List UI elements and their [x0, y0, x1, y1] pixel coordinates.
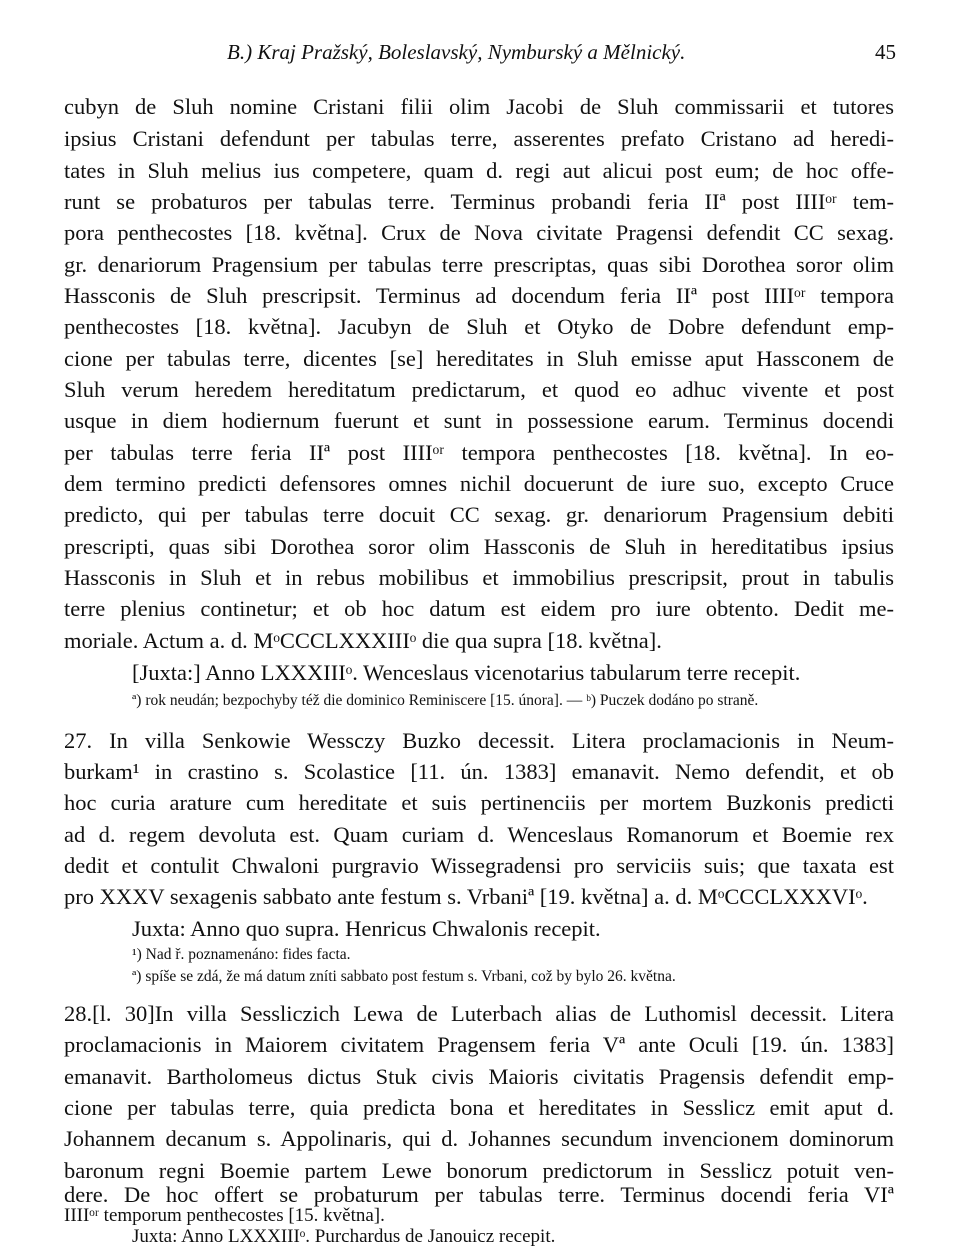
text-line: ad d. regem devoluta est. Quam curiam d. Wenceslaus Romanorum et Boemie rex [64, 822, 894, 847]
footnote: ª) rok neudán; bezpochyby též die dominico Reminiscere [15. února]. — ᵇ) Puczek dodáno po straně. [132, 692, 759, 709]
text-line: cione per tabulas terre, quia predicta bona et hereditates in Sesslicz emit aput d. [64, 1095, 894, 1120]
text-line: dere. De hoc offert se probaturum per tabulas terre. Terminus docendi feria VIª [64, 1182, 894, 1207]
text-line: per tabulas terre feria IIª post IIIIᵒʳ tempora penthecostes [18. května]. In eo- [64, 440, 894, 465]
juxta-line: Juxta: Anno quo supra. Henricus Chwalonis recepit. [132, 916, 601, 941]
page-header [64, 40, 896, 70]
text-line: predicto, qui per tabulas terre docuit CC sexag. gr. denariorum Pragensium debiti [64, 502, 894, 527]
text-line: pora penthecostes [18. května]. Crux de Nova civitate Pragensi defendit CC sexag. [64, 220, 894, 245]
text-line: runt se probaturos per tabulas terre. Terminus probandi feria IIª post IIIIᵒʳ tem- [64, 189, 894, 214]
running-title: B.) Kraj Pražský, Boleslavský, Nymburský a Mělnický. [227, 40, 686, 64]
text-line: penthecostes [18. května]. Jacubyn de Sluh et Otyko de Dobre defendunt emp- [64, 314, 894, 339]
text-line: cubyn de Sluh nomine Cristani filii olim Jacobi de Sluh commissarii et tutores [64, 94, 894, 119]
text-line: burkam¹ in crastino s. Scolastice [11. ún. 1383] emanavit. Nemo defendit, et ob [64, 759, 894, 784]
text-line: moriale. Actum a. d. MᵒCCCLXXXIIIᵒ die qua supra [18. května]. [64, 628, 662, 653]
text-line: ipsius Cristani defendunt per tabulas terre, asserentes prefato Cristano ad heredi- [64, 126, 894, 151]
text-line: dem termino predicti defensores omnes nichil docuerunt de iure suo, excepto Cruce [64, 471, 894, 496]
footnote: ª) spíše se zdá, že má datum zníti sabbato post festum s. Vrbani, což by bylo 26. května. [132, 968, 676, 985]
juxta-line: Juxta: Anno LXXXIIIᵒ. Purchardus de Janouicz recepit. [132, 1226, 556, 1247]
text-line: 28.[l. 30]In villa Sessliczich Lewa de Luterbach alias de Luthomisl decessit. Litera [64, 1001, 894, 1026]
text-line: Sluh verum heredem hereditatum predictarum, et quod eo adhuc vivente et post [64, 377, 894, 402]
text-line: proclamacionis in Maiorem civitatem Pragensem feria Vª ante Oculi [19. ún. 1383] [64, 1032, 894, 1057]
text-line: tates in Sluh melius ius competere, quam d. regi aut alicui post eum; de hoc offe- [64, 158, 894, 183]
page-number: 45 [875, 40, 896, 64]
text-line: gr. denariorum Pragensium per tabulas terre prescriptas, quas sibi Dorothea soror olim [64, 252, 894, 277]
text-line: dedit et contulit Chwaloni purgravio Wissegradensi pro serviciis suis; que taxata est [64, 853, 894, 878]
text-line: Johannem decanum s. Appolinaris, qui d. Johannes secundum invencionem dominorum [64, 1126, 894, 1151]
text-line: prescripti, quas sibi Dorothea soror olim Hassconis de Sluh in hereditatibus ipsius [64, 534, 894, 559]
juxta-line: [Juxta:] Anno LXXXIIIᵒ. Wenceslaus vicenotarius tabularum terre recepit. [132, 660, 801, 685]
text-line: Hassconis in Sluh et in rebus mobilibus et immobilius prescripsit, prout in tabulis [64, 565, 894, 590]
text-line: baronum regni Boemie partem Lewe bonorum predictorum in Sesslicz potuit ven- [64, 1158, 894, 1183]
text-line: terre plenius continetur; et ob hoc datum est eidem pro iure obtento. Dedit me- [64, 596, 894, 621]
text-line: pro XXXV sexagenis sabbato ante festum s. Vrbaniª [19. května] a. d. MᵒCCCLXXXVIᵒ. [64, 884, 868, 909]
footnote: ¹) Nad ř. poznamenáno: fides facta. [132, 946, 351, 963]
text-line: IIIIᵒʳ temporum penthecostes [15. května]. [64, 1205, 385, 1226]
text-line: cione per tabulas terre, dicentes [se] hereditates in Sluh emisse aput Hassconem de [64, 346, 894, 371]
text-line: Hassconis de Sluh prescripsit. Terminus ad docendum feria IIª post IIIIᵒʳ tempora [64, 283, 894, 308]
text-line: emanavit. Bartholomeus dictus Stuk civis Maioris civitatis Pragensis defendit emp- [64, 1064, 894, 1089]
text-line: hoc curia arature cum hereditate et suis pertinenciis per mortem Buzkonis predicti [64, 790, 894, 815]
text-line: 27. In villa Senkowie Wessczy Buzko decessit. Litera proclamacionis in Neum- [64, 728, 894, 753]
text-line: usque in diem hodiernum fuerunt et sunt in possessione earum. Terminus docendi [64, 408, 894, 433]
